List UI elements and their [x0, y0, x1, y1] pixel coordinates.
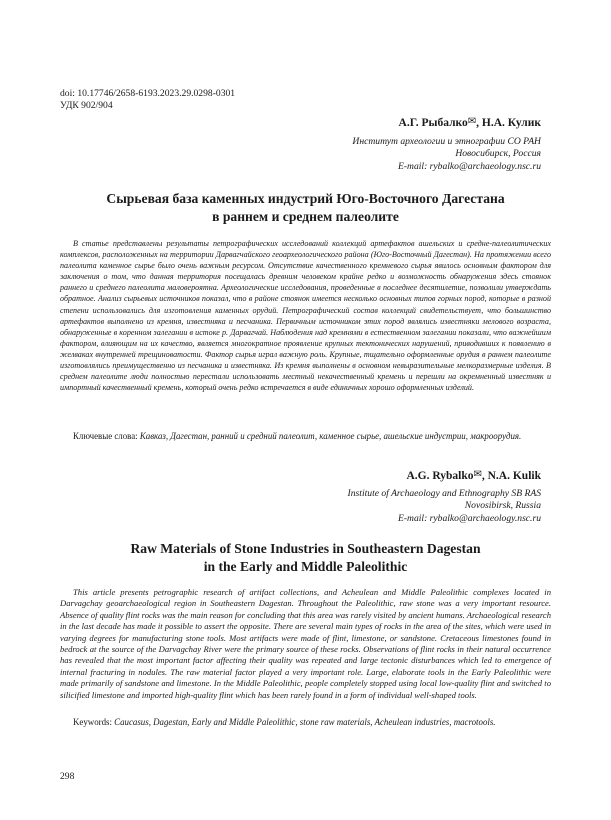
- ru-keywords: [60, 431, 551, 442]
- ru-city: Новосибирск, Россия: [455, 148, 541, 160]
- page-number: 298: [60, 771, 75, 782]
- ru-author-2: , Н.А. Кулик: [476, 117, 541, 129]
- en-email[interactable]: E-mail: rybalko@archaeology.nsc.ru: [397, 512, 541, 524]
- ru-keywords-text: Кавказ, Дагестан, ранний и средний палеолит, каменное сырье, ашельские индустрии, макроорудия.: [139, 431, 522, 441]
- ru-abstract: В статье представлены результаты петрографических исследований коллекций артефактов ашельских и средне-палеолитических комплексов, расположенных на территории Дарвагчайского геоархеологического района (Юго-Восточный Дагестан). На протяжении всего палеолита каменное сырье было очень важным ресурсом. Отсутствие качественного кремневого сырья явилось основным фактором для заключения о том, что данная территория посещалась древним человеком крайне редко и возможность обнаружения здесь стоянок раннего и среднего палеолита маловероятна. Археологические исследования, проведенные в последнее десятилетие, позволили утверждать обратное. Анализ сырьевых источников показал, что в районе стоянок имеется несколько основных типов горных пород, которые в разной степени использовались для изготовления каменных орудий. Петрографический состав коллекций свидетельствует, что большинство артефактов выполнено из кремня, известняка и песчаника. Первичным источником этих пород являлись известняки мелового возраста, обнаруженные в коренном залегании в истоке р. Дарвагчай. Наблюдения над кремнями в естественном залегании показали, что важнейшим фактором, влияющим на их качество, является многократное проявление крупных тектонических нарушений, приводивших к появлению в желваках внутренней трещиноватости. Фактор сырья играл важную роль. Крупные, тщательно оформленные орудия в раннем палеолите изготовлялись преимущественно из песчаника и известняка. Из кремня выполнены в основном невыразительные мелкоразмерные изделия. В среднем палеолите люди полностью перестали использовать местный некачественный кремень и перешли на окремненный известняк и импортный качественный кремень, который очень редко встречается в виде единичных хорошо оформленных изделий.: [60, 239, 551, 393]
- ru-authors: [399, 116, 541, 129]
- doi[interactable]: doi: 10.17746/2658-6193.2023.29.0298-0301: [60, 88, 236, 99]
- ru-title: [60, 190, 551, 225]
- en-affiliation: Institute of Archaeology and Ethnography SB RAS: [347, 488, 541, 499]
- en-abstract: This article presents petrographic research of artifact collections, and Acheulean and Middle Paleolithic complexes located in Darvagchay geoarchaeological region in Southeastern Dagestan. Throughout the Paleolithic, raw stone was a very important resource. Absence of quality flint rocks was the main reason for concluding that this area was rarely visited by ancient humans. Archaeological research in the last decade has made it possible to assert the opposite. There are several main types of rocks in the area of the sites, which were used in varying degrees for manufacturing stone tools. Most artifacts were made of flint, limestone, or sandstone. Cretaceous limestones found in bedrock at the source of the Darvagchay River were the primary source of these rocks. Observations of flint rocks in their natural occurrence has revealed that the most important factor affecting their quality was repeated and large tectonic disturbances which led to emergence of internal fracturing in nodules. The raw material factor played a very important role. Large, elaborate tools in the Early Paleolithic were made primarily of sandstone and limestone. In the Middle Paleolithic, people completely stopped using local low-quality flint and switched to silicified limestone and imported high-quality flint which has been rarely found in a form of individual well-shaped tools.: [60, 587, 551, 700]
- en-title-line-2: in the Early and Middle Paleolithic: [203, 558, 408, 574]
- en-authors: [406, 469, 541, 482]
- ru-affiliation-block: [352, 136, 541, 173]
- en-keywords-text: Caucasus, Dagestan, Early and Middle Paleolithic, stone raw materials, Acheulean industries, macrotools.: [114, 717, 496, 727]
- en-title: [60, 540, 551, 575]
- udc-code: УДК 902/904: [60, 100, 113, 112]
- en-affiliation-block: [348, 488, 541, 525]
- ru-title-line-1: Сырьевая база каменных индустрий Юго-Восточного Дагестана: [106, 191, 505, 206]
- envelope-icon[interactable]: ✉: [467, 116, 477, 127]
- ru-affiliation: Институт археологии и этнографии СО РАН: [352, 136, 541, 147]
- en-author-2: , N.A. Kulik: [481, 470, 541, 482]
- article-meta: [60, 88, 235, 113]
- en-keywords: [60, 717, 551, 728]
- en-city: Novosibirsk, Russia: [464, 500, 541, 512]
- ru-author-1: А.Г. Рыбалко: [398, 117, 468, 129]
- ru-title-line-2: в раннем и среднем палеолите: [212, 208, 399, 224]
- en-author-1: A.G. Rybalko: [406, 470, 474, 482]
- ru-keywords-label: Ключевые слова:: [73, 431, 140, 441]
- en-keywords-label: Keywords:: [73, 717, 115, 727]
- en-title-line-1: Raw Materials of Stone Industries in Southeastern Dagestan: [130, 541, 481, 556]
- envelope-icon[interactable]: ✉: [473, 469, 482, 480]
- ru-email[interactable]: E-mail: rybalko@archaeology.nsc.ru: [397, 160, 541, 172]
